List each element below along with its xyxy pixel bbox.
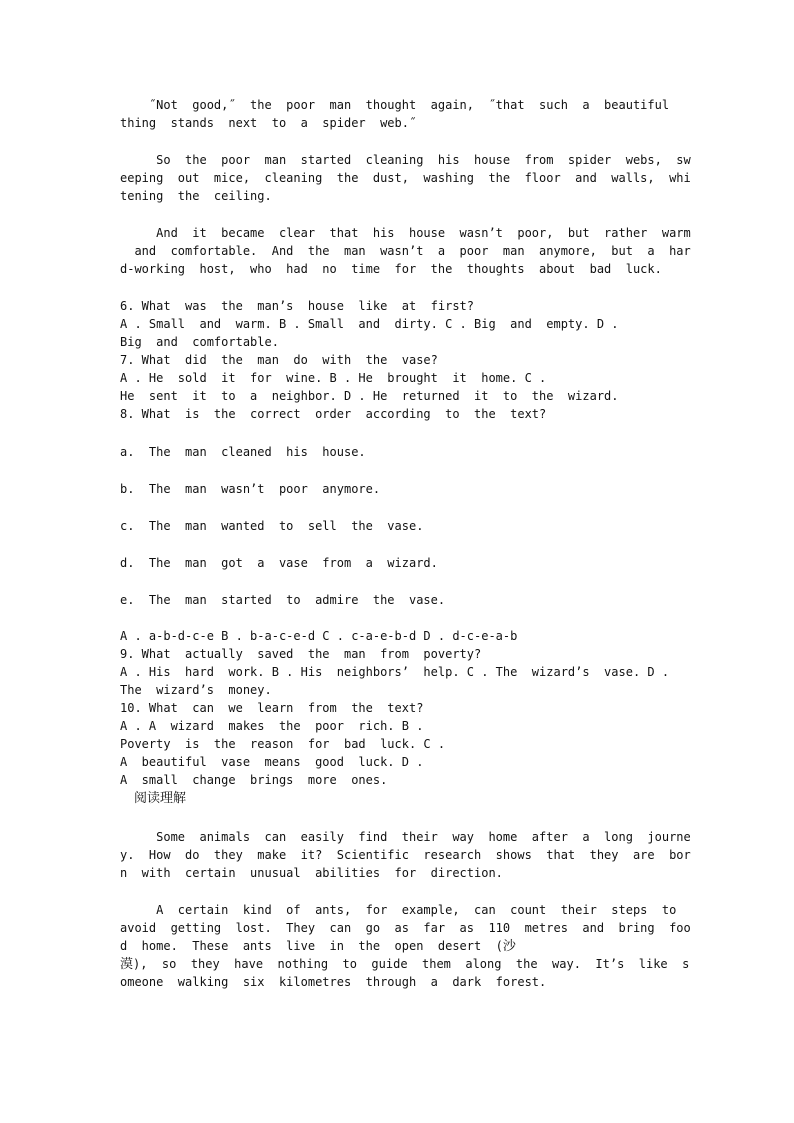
section-heading: 阅读理解 [134, 791, 187, 806]
question-10-option-c: A beautiful vase means good luck. D . [120, 755, 424, 769]
passage1-p3-line1: And it became clear that his house wasn’t poor, but rather warm [120, 226, 691, 240]
passage1-p1-line1: ˝Not good,˝ the poor man thought again, ˝that such a beautiful [120, 98, 670, 112]
question-6: 6. What was the man’s house like at first? [120, 299, 475, 313]
question-7: 7. What did the man do with the vase? [120, 353, 438, 367]
question-10: 10. What can we learn from the text? [120, 701, 424, 715]
q8-item-a: a. The man cleaned his house. [120, 445, 366, 459]
passage1-p3-line2: and comfortable. And the man wasn’t a poor man anymore, but a har [120, 244, 691, 258]
question-10-option-d: A small change brings more ones. [120, 773, 388, 787]
question-9-options: A . His hard work. B . His neighbors’ help. C . The wizard’s vase. D . [120, 665, 670, 679]
passage2-p2-line4-cjk: 漠 [120, 957, 134, 972]
passage2-p2-line3-cjk: 沙 [502, 939, 516, 954]
question-8-options: A . a-b-d-c-e B . b-a-c-e-d C . c-a-e-b-d D . d-c-e-a-b [120, 629, 518, 643]
question-7-options-cont: He sent it to a neighbor. D . He returned it to the wizard. [120, 389, 619, 403]
q8-item-c: c. The man wanted to sell the vase. [120, 519, 424, 533]
passage1-p1-line2: thing stands next to a spider web.˝ [120, 116, 417, 130]
q8-item-d: d. The man got a vase from a wizard. [120, 556, 438, 570]
q8-item-b: b. The man wasn’t poor anymore. [120, 482, 381, 496]
passage2-p2-line4-text: ), so they have nothing to guide them along the way. It’s like s [133, 957, 690, 971]
passage1-p2-line1: So the poor man started cleaning his house from spider webs, sw [120, 153, 691, 167]
passage2-p1-line1: Some animals can easily find their way home after a long journe [120, 830, 691, 844]
question-6-options: A . Small and warm. B . Small and dirty. C . Big and empty. D . [120, 317, 619, 331]
question-6-options-cont: Big and comfortable. [120, 335, 279, 349]
passage1-p2-line3: tening the ceiling. [120, 189, 272, 203]
passage2-p2-line3 [120, 937, 516, 956]
passage2-p1-line3: n with certain unusual abilities for direction. [120, 866, 503, 880]
question-8: 8. What is the correct order according to the text? [120, 407, 547, 421]
question-9-options-cont: The wizard’s money. [120, 683, 272, 697]
q8-item-e: e. The man started to admire the vase. [120, 593, 446, 607]
question-7-options: A . He sold it for wine. B . He brought it home. C . [120, 371, 547, 385]
passage1-p2-line2: eeping out mice, cleaning the dust, washing the floor and walls, whi [120, 171, 691, 185]
passage2-p1-line2: y. How do they make it? Scientific research shows that they are bor [120, 848, 691, 862]
passage1-p3-line3: d-working host, who had no time for the thoughts about bad luck. [120, 262, 662, 276]
passage2-p2-line2: avoid getting lost. They can go as far as 110 metres and bring foo [120, 921, 691, 935]
question-10-option-b: Poverty is the reason for bad luck. C . [120, 737, 446, 751]
passage2-p2-line3-text: d home. These ants live in the open desert ( [120, 939, 503, 953]
question-9: 9. What actually saved the man from poverty? [120, 647, 482, 661]
passage2-p2-line5: omeone walking six kilometres through a dark forest. [120, 975, 547, 989]
passage2-p2-line4 [120, 955, 689, 974]
passage2-p2-line1: A certain kind of ants, for example, can count their steps to [120, 903, 677, 917]
question-10-option-a: A . A wizard makes the poor rich. B . [120, 719, 424, 733]
